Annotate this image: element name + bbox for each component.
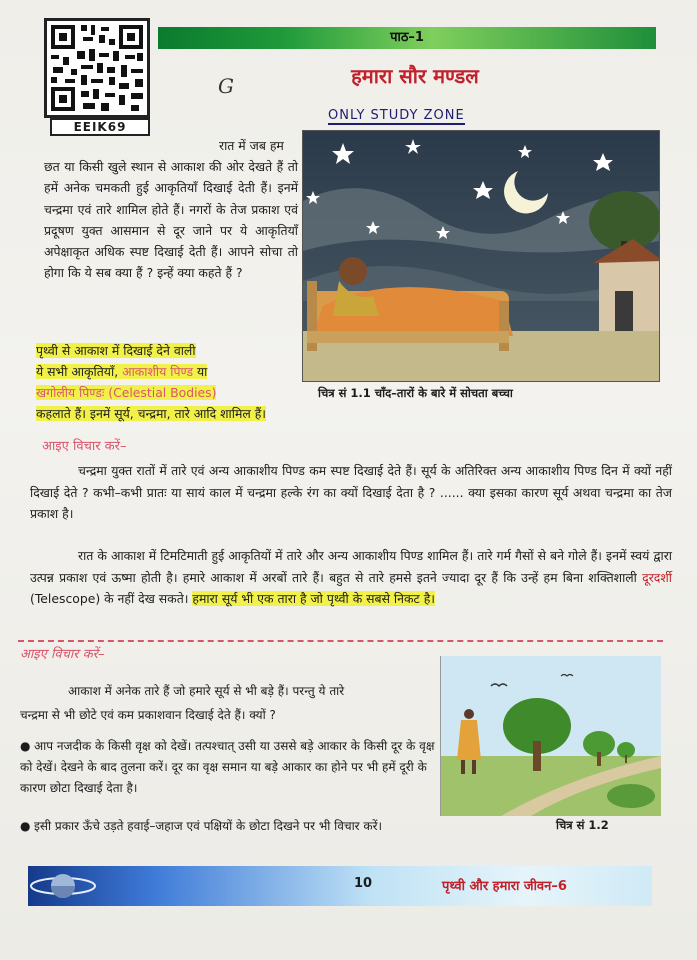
section2-heading: आइए विचार करें– xyxy=(20,647,105,662)
figure1-caption: चित्र सं 1.1 चाँद–तारों के बारे में सोचता बच्चा xyxy=(318,386,513,400)
page-number: 10 xyxy=(354,876,373,891)
book-title: पृथ्वी और हमारा जीवन–6 xyxy=(442,879,567,894)
bullet-icon: ● xyxy=(20,819,31,833)
intro-text: छत या किसी खुले स्थान से आकाश की ओर देखते हैं तो हमें अनेक चमकती हुई आकृतियाँ दिखाई देती हैं। इनमें चन्द्रमा एवं तारे शामिल होते हैं। नगरों के तेज प्रकाश एवं प्रदूषण युक्त आसमान से दूर जाने पर ये आकृतियाँ अपेक्षाकृत अधिक स्पष्ट दिखाई देती हैं। आपने सोचा तो होगा कि ये सब क्या हैं ? इन्हें क्या कहते हैं ? xyxy=(44,159,298,281)
section2-line2: चन्द्रमा से भी छोटे एवं कम प्रकाशवान दिखाई देते हैं। क्यों ? xyxy=(20,708,276,722)
bullet1-text: आप नजदीक के किसी वृक्ष को देखें। तत्पश्चात् उसी या उससे बड़े आकार के किसी दूर के वृक्ष को देखें। देखने के बाद तुलना करें। दूर का वृक्ष समान या बड़े आकार का होने पर भी हमें दूरी के कारण छोटा दिखाई देता है। xyxy=(20,739,435,795)
qr-code-label: EEIK69 xyxy=(50,118,150,136)
sun-is-star-highlight: हमारा सूर्य भी एक तारा है जो पृथ्वी के सबसे निकट है। xyxy=(192,591,435,606)
celestial-bodies-definition xyxy=(36,340,298,403)
handwritten-mark: G xyxy=(218,74,234,98)
bullet-icon: ● xyxy=(20,739,31,753)
qr-code[interactable] xyxy=(44,18,150,118)
para2-middle: (Telescope) के नहीं देख सकते। xyxy=(30,591,193,606)
bullet2-text: इसी प्रकार ऊँचे उड़ते हवाई–जहाज एवं पक्षियों के छोटा दिखने पर भी विचार करें। xyxy=(34,819,383,833)
intro-paragraph xyxy=(44,135,298,283)
planet-icon xyxy=(28,866,98,906)
chapter-title: हमारा सौर मण्डल xyxy=(351,64,479,88)
chapter-label: पाठ–1 xyxy=(158,27,656,49)
section1-heading: आइए विचार करें– xyxy=(42,439,127,454)
definition-line1: पृथ्वी से आकाश में दिखाई देने वाली xyxy=(36,343,196,358)
definition-conclusion xyxy=(36,403,366,424)
section1-paragraph2 xyxy=(30,545,672,610)
definition-line2: ये सभी आकृतियाँ, xyxy=(36,364,123,379)
definition-line2-end: या xyxy=(193,364,208,379)
definition-term-hindi: आकाशीय पिण्ड xyxy=(122,364,194,379)
intro-first-line: रात में जब हम xyxy=(219,138,284,153)
trees-illustration xyxy=(441,656,661,816)
figure-trees-distance xyxy=(440,656,661,816)
qr-code-pattern xyxy=(47,21,147,115)
bullet-item-1 xyxy=(20,736,440,799)
section2-line1: आकाश में अनेक तारे हैं जो हमारे सूर्य से भी बड़े हैं। परन्तु ये तारे xyxy=(68,684,345,698)
night-sky-illustration xyxy=(303,131,659,381)
study-zone-stamp: ONLY STUDY ZONE xyxy=(328,108,465,123)
figure-night-sky-child xyxy=(302,130,660,382)
definition-line4: कहलाते हैं। इनमें सूर्य, चन्द्रमा, तारे आदि शामिल हैं। xyxy=(36,406,266,421)
section1-paragraph1: चन्द्रमा युक्त रातों में तारे एवं अन्य आकाशीय पिण्ड कम स्पष्ट दिखाई देते हैं। सूर्य के अतिरिक्त अन्य आकाशीय पिण्ड दिन में क्यों नहीं दिखाई देते ? कभी–कभी प्रातः या सायं काल में चन्द्रमा हल्के रंग का क्यों दिखाई देता है ? ...... क्या इसका कारण सूर्य अथवा चन्द्रमा का तेज प्रकाश है। xyxy=(30,463,672,521)
telescope-hindi-term: दूरदर्शी xyxy=(642,569,672,585)
definition-term-english: खगोलीय पिण्डः (Celestial Bodies) xyxy=(36,385,217,400)
bullet-item-2 xyxy=(20,816,490,837)
figure2-caption: चित्र सं 1.2 xyxy=(556,818,609,832)
para2-text: रात के आकाश में टिमटिमाती हुई आकृतियों में तारे और अन्य आकाशीय पिण्ड शामिल हैं। तारे गर्म गैसों से बने गोले हैं। इनमें स्वयं द्वारा उत्पन्न प्रकाश एवं ऊष्मा होती है। हमारे आकाश में अरबों तारे हैं। बहुत से तारे हमसे इतने ज्यादा दूर हैं कि उन्हें हम बिना शक्तिशाली xyxy=(30,548,672,585)
